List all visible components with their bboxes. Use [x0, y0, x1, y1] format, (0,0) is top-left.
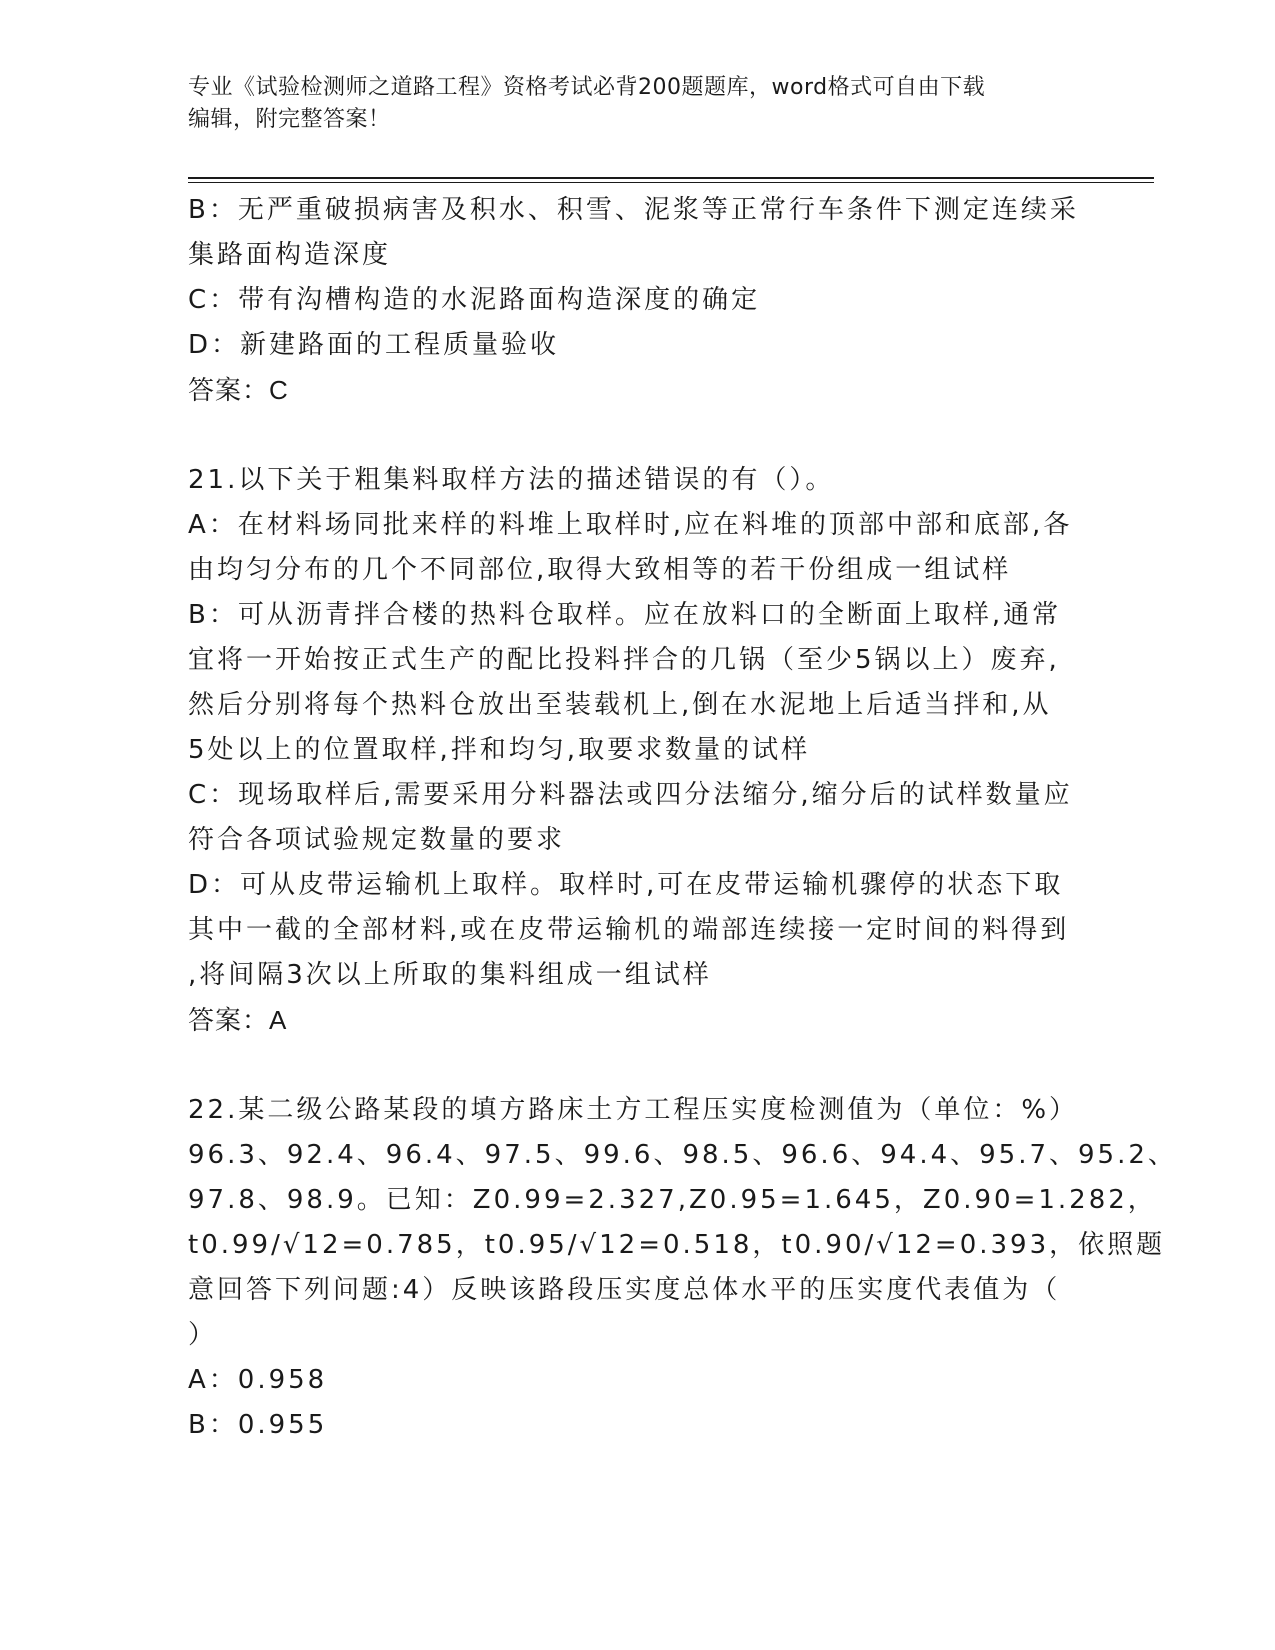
header-divider-thin [188, 182, 1154, 183]
header-divider-thick [188, 177, 1154, 179]
text-line: C：现场取样后,需要采用分料器法或四分法缩分,缩分后的试样数量应 [188, 780, 1073, 810]
text-line: 符合各项试验规定数量的要求 [188, 825, 566, 855]
text-line: A：0.958 [188, 1365, 328, 1395]
text-line: 5处以上的位置取样,拌和均匀,取要求数量的试样 [188, 735, 811, 765]
header-line-1: 专业《试验检测师之道路工程》资格考试必背200题题库，word格式可自由下载 [188, 75, 986, 100]
q20-option-b [188, 188, 1088, 278]
spacer [188, 413, 1088, 458]
text-line: 96.3、92.4、96.4、97.5、99.6、98.5、96.6、94.4、95.7、95.2、 [188, 1140, 1177, 1170]
text-line: t0.99/√12=0.785，t0.95/√12=0.518，t0.90/√12=0.393，依照题 [188, 1230, 1166, 1260]
q20-option-c [188, 278, 1088, 323]
text-line: D：可从皮带运输机上取样。取样时,可在皮带运输机骤停的状态下取 [188, 870, 1064, 900]
q20-option-d [188, 323, 1088, 368]
text-line: 意回答下列问题:4）反映该路段压实度总体水平的压实度代表值为（ [188, 1275, 1061, 1305]
text-line: B：无严重破损病害及积水、积雪、泥浆等正常行车条件下测定连续采 [188, 195, 1079, 225]
q22-question [188, 1088, 1177, 1358]
q21-question [188, 458, 1088, 503]
q21-answer: 答案：A [188, 1005, 288, 1035]
text-line: C：带有沟槽构造的水泥路面构造深度的确定 [188, 285, 761, 315]
text-line: 宜将一开始按正式生产的配比投料拌合的几锅（至少5锅以上）废弃, [188, 645, 1060, 675]
text-line: 其中一截的全部材料,或在皮带运输机的端部连续接一定时间的料得到 [188, 915, 1070, 945]
text-line: 22.某二级公路某段的填方路床土方工程压实度检测值为（单位：%） [188, 1095, 1079, 1125]
document-body [188, 188, 1177, 1448]
text-line: 21.以下关于粗集料取样方法的描述错误的有（）。 [188, 465, 835, 495]
text-line: ） [188, 1320, 218, 1350]
spacer [188, 1043, 1088, 1088]
text-line: 97.8、98.9。已知：Z0.99=2.327,Z0.95=1.645，Z0.90=1.282， [188, 1185, 1157, 1215]
q21-option-b [188, 593, 1088, 773]
q21-option-c [188, 773, 1088, 863]
q20-answer: 答案：C [188, 375, 289, 405]
text-line: 然后分别将每个热料仓放出至装载机上,倒在水泥地上后适当拌和,从 [188, 690, 1052, 720]
text-line: B：可从沥青拌合楼的热料仓取样。应在放料口的全断面上取样,通常 [188, 600, 1062, 630]
header-line-2: 编辑，附完整答案！ [188, 107, 391, 132]
document-header [188, 72, 1068, 136]
text-line: A：在材料场同批来样的料堆上取样时,应在料堆的顶部中部和底部,各 [188, 510, 1073, 540]
q21-option-d [188, 863, 1088, 998]
text-line: B：0.955 [188, 1410, 328, 1440]
q22-option-b [188, 1403, 1088, 1448]
text-line: 集路面构造深度 [188, 240, 392, 270]
q22-option-a [188, 1358, 1088, 1403]
text-line: 由均匀分布的几个不同部位,取得大致相等的若干份组成一组试样 [188, 555, 1012, 585]
text-line: D：新建路面的工程质量验收 [188, 330, 560, 360]
text-line: ,将间隔3次以上所取的集料组成一组试样 [188, 960, 712, 990]
q21-option-a [188, 503, 1088, 593]
